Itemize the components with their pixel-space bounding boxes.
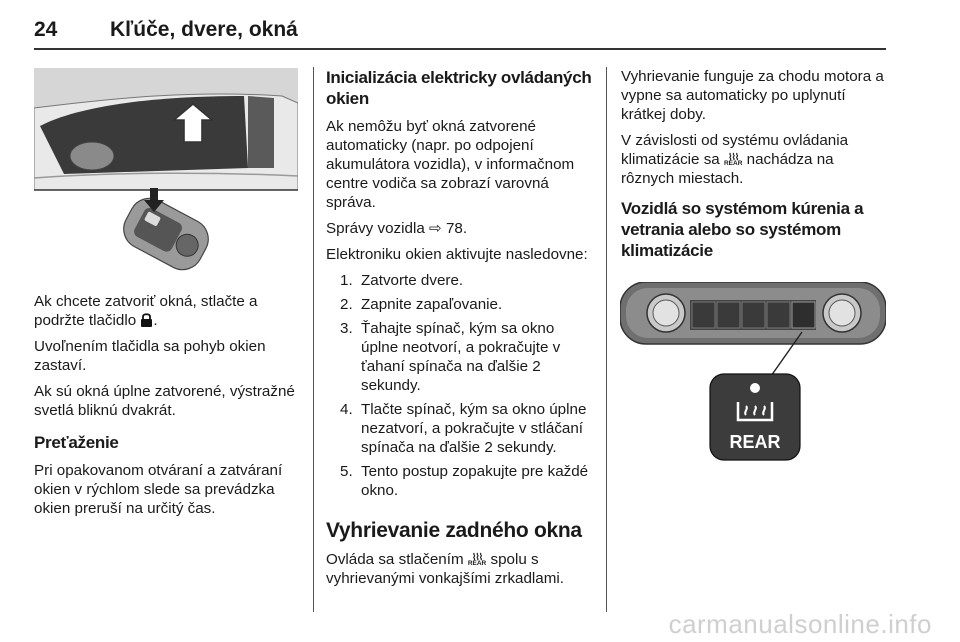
column-divider-2 (606, 67, 607, 612)
paragraph-operation: Vyhrievanie funguje za chodu motora a vypne sa automaticky po uplynutí krátkej doby. (621, 68, 884, 123)
rear-defrost-icon: ⌇⌇⌇ REAR (467, 552, 487, 567)
rear-heating-text-end: spolu s vyhrievanými vonkajšími zrkadlami. (326, 551, 565, 587)
list-item (326, 462, 594, 500)
paragraph-activate: Elektroniku okien aktivujte nasledovne: (326, 246, 588, 263)
lock-icon (140, 312, 153, 327)
climate-control-panel-illustration (620, 282, 886, 462)
list-item (326, 271, 594, 290)
step-number: 3. (340, 320, 353, 337)
step-number: 1. (340, 272, 353, 289)
column-middle (326, 67, 594, 595)
car-window-key-illustration (34, 68, 298, 278)
step-text: Zapnite zapaľovanie. (361, 296, 503, 313)
paragraph-overload: Pri opakovanom otváraní a zatváraní okien v rýchlom slede sa prevádzka okien preruší na určitý čas. (34, 462, 283, 517)
heading-overload: Preťaženie (34, 433, 119, 452)
column-left (34, 292, 302, 525)
rear-defrost-icon: ⌇⌇⌇ REAR (723, 152, 743, 167)
location-text: V závislosti od systému ovládania klimatizácie sa (621, 132, 849, 168)
location-text-end: nachádza na rôznych miestach. (621, 151, 834, 187)
watermark: carmanualsonline.info (668, 609, 932, 639)
list-item (326, 319, 594, 395)
step-text: Zatvorte dvere. (361, 272, 464, 289)
vehicle-messages-text: Správy vozidla (326, 220, 425, 237)
step-text: Ťahajte spínač, kým sa okno úplne neotvorí, a pokračujte v ťahaní spínača na ďalšie 2 sekundy. (361, 320, 561, 394)
column-divider-1 (313, 67, 314, 612)
step-text: Tlačte spínač, kým sa okno úplne nezatvorí, a pokračujte v stláčaní spínača na ďalšie 2 sekundy. (361, 401, 587, 456)
rear-button-label: REAR (729, 432, 781, 452)
paragraph-rear-heating (326, 550, 594, 588)
header-divider (34, 48, 886, 50)
step-number: 5. (340, 463, 353, 480)
heading-rear-window-heating: Vyhrievanie zadného okna (326, 519, 582, 542)
rear-heating-text: Ovláda sa stlačením (326, 551, 464, 568)
close-windows-end: . (153, 312, 158, 329)
close-windows-text: Ak chcete zatvoriť okná, stlačte a podržte tlačidlo (34, 293, 258, 329)
paragraph-release: Uvoľnením tlačidla sa pohyb okien zastaví. (34, 338, 266, 374)
paragraph-close-windows (34, 292, 302, 330)
steps-list (326, 271, 594, 500)
paragraph-location (621, 131, 887, 188)
page-reference[interactable]: 78. (445, 220, 468, 237)
step-number: 4. (340, 401, 353, 418)
paragraph-vehicle-messages (326, 219, 594, 238)
heading-initialization: Inicializácia elektricky ovládaných okien (326, 68, 592, 108)
list-item (326, 400, 594, 457)
column-right (621, 67, 887, 269)
step-text: Tento postup zopakujte pre každé okno. (361, 463, 589, 499)
paragraph-hazard: Ak sú okná úplne zatvorené, výstražné svetlá bliknú dvakrát. (34, 383, 295, 419)
page-reference-arrow-icon: ⇨ (429, 220, 442, 237)
page-number: 24 (34, 18, 58, 41)
paragraph-init-intro: Ak nemôžu byť okná zatvorené automaticky (napr. po odpojení akumulátora vozidla), v informačnom centre vodiča sa zobrazí varovná správa. (326, 118, 575, 211)
heading-hvac-vehicles: Vozidlá so systémom kúrenia a vetrania alebo so systémom klimatizácie (621, 199, 864, 260)
list-item (326, 295, 594, 314)
step-number: 2. (340, 296, 353, 313)
page-title: Kľúče, dvere, okná (110, 18, 298, 41)
